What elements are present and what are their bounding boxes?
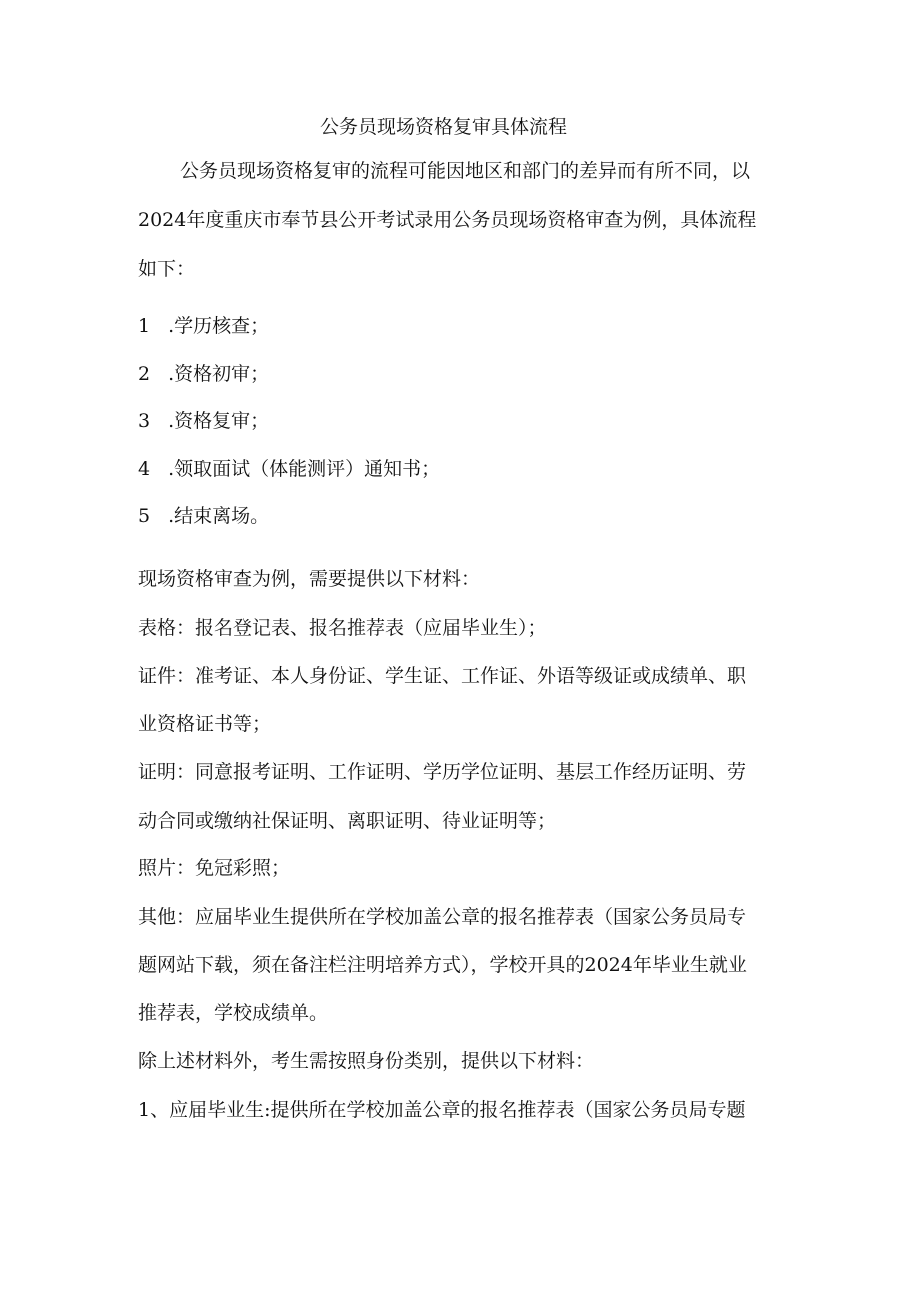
step-text: .领取面试（体能测评）通知书； [168, 458, 441, 480]
step-text: .资格初审； [168, 363, 270, 385]
step-number: 3 [138, 410, 151, 432]
materials-photo: 照片：免冠彩照； [138, 857, 291, 879]
materials-proofs-line-1: 证明：同意报考证明、工作证明、学历学位证明、基层工作经历证明、劳 [138, 761, 747, 783]
step-text: .结束离场。 [168, 505, 270, 527]
materials-other-line-1: 其他：应届毕业生提供所在学校加盖公章的报名推荐表（国家公务员局专 [138, 906, 747, 928]
materials-forms: 表格：报名登记表、报名推荐表（应届毕业生）； [138, 617, 547, 639]
step-text: .学历核查； [168, 315, 270, 337]
extra-heading: 除上述材料外，考生需按照身份类别，提供以下材料： [138, 1050, 595, 1072]
page-title: 公务员现场资格复审具体流程 [320, 116, 568, 138]
step-text: .资格复审； [168, 410, 270, 432]
step-number: 2 [138, 363, 151, 385]
materials-other-line-2: 题网站下载，须在备注栏注明培养方式），学校开具的2024年毕业生就业 [138, 954, 747, 976]
step-item [138, 408, 269, 434]
extra-item-1: 1、应届毕业生:提供所在学校加盖公章的报名推荐表（国家公务员局专题 [138, 1099, 746, 1121]
materials-heading: 现场资格审查为例，需要提供以下材料： [138, 568, 481, 590]
materials-other-line-3: 推荐表，学校成绩单。 [138, 1002, 329, 1024]
step-number: 4 [138, 458, 151, 480]
step-item [138, 503, 269, 529]
intro-line-2: 2024年度重庆市奉节县公开考试录用公务员现场资格审查为例，具体流程 [138, 209, 757, 231]
materials-certs-line-2: 业资格证书等； [138, 713, 272, 735]
step-number: 1 [138, 315, 151, 337]
step-item [138, 456, 440, 482]
intro-line-3: 如下： [138, 258, 196, 280]
step-item [138, 313, 269, 339]
intro-line-1: 公务员现场资格复审的流程可能因地区和部门的差异而有所不同，以 [180, 160, 751, 182]
step-item [138, 361, 269, 387]
materials-proofs-line-2: 动合同或缴纳社保证明、离职证明、待业证明等； [138, 810, 557, 832]
materials-certs-line-1: 证件：准考证、本人身份证、学生证、工作证、外语等级证或成绩单、职 [138, 665, 747, 687]
step-number: 5 [138, 505, 151, 527]
